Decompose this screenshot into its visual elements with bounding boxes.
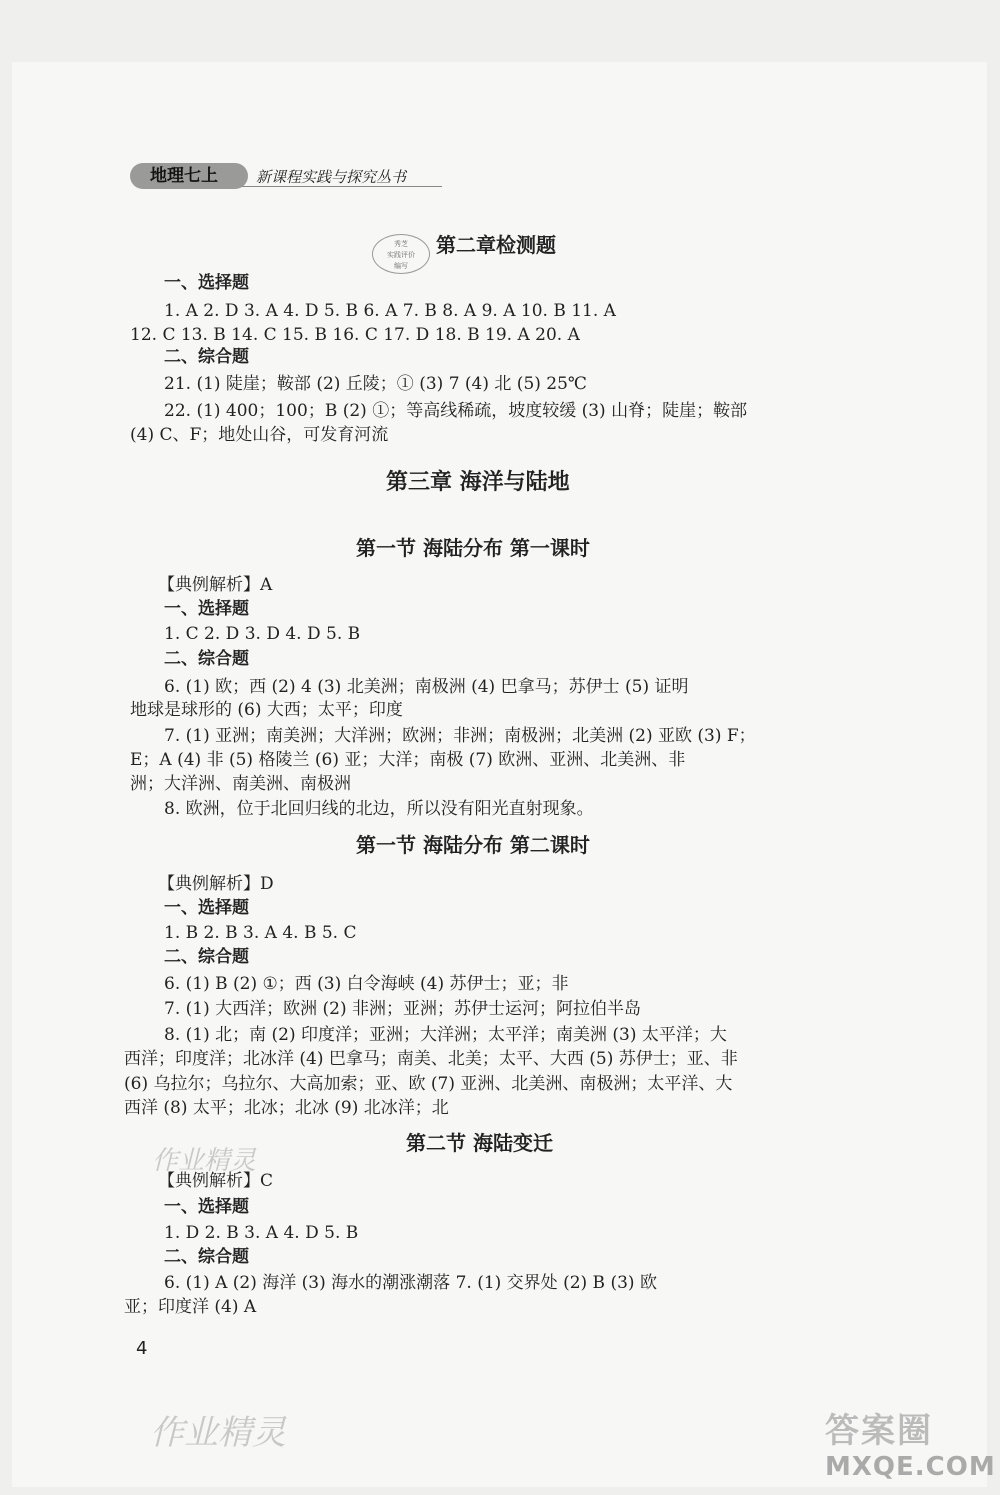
answer-line: 1. A 2. D 3. A 4. D 5. B 6. A 7. B 8. A 9. A 10. B 11. A — [164, 301, 616, 321]
section-heading: 二、综合题 — [164, 947, 249, 967]
section-title: 第二节 海陆变迁 — [406, 1131, 553, 1155]
section-heading: 一、选择题 — [164, 1197, 249, 1217]
section-title: 第一节 海陆分布 第一课时 — [356, 536, 590, 560]
section-heading: 一、选择题 — [164, 898, 249, 918]
answer-line: 7. (1) 亚洲；南美洲；大洋洲；欧洲；非洲；南极洲；北美洲 (2) 亚欧 (3) F； — [164, 726, 756, 746]
answer-line: 8. 欧洲，位于北回归线的北边，所以没有阳光直射现象。 — [164, 799, 594, 819]
answer-line: 6. (1) 欧；西 (2) 4 (3) 北美洲；南极洲 (4) 巴拿马；苏伊士 (5) 证明 — [164, 677, 689, 697]
answer-line: 7. (1) 大西洋；欧洲 (2) 非洲；亚洲；苏伊士运河；阿拉伯半岛 — [164, 999, 641, 1019]
answer-line: 洲；大洋洲、南美洲、南极洲 — [130, 774, 351, 794]
answer-line: 西洋 (8) 太平；北冰；北冰 (9) 北冰洋；北 — [124, 1098, 449, 1118]
ch2-test-title: 第二章检测题 — [436, 233, 556, 257]
example-answer: 【典例解析】C — [158, 1171, 274, 1191]
answer-line: 1. C 2. D 3. D 4. D 5. B — [164, 624, 361, 644]
section-title: 第一节 海陆分布 第二课时 — [356, 833, 590, 857]
section-heading: 二、综合题 — [164, 649, 249, 669]
example-answer: 【典例解析】A — [158, 575, 273, 595]
answer-line: (4) C、F；地处山谷，可发育河流 — [130, 425, 389, 445]
answer-line: 1. B 2. B 3. A 4. B 5. C — [164, 923, 357, 943]
page-number: 4 — [136, 1338, 148, 1359]
watermark-text: 作业精灵 — [152, 1146, 257, 1176]
section-heading: 二、综合题 — [164, 1247, 249, 1267]
answer-line: 西洋；印度洋；北冰洋 (4) 巴拿马；南美、北美；太平、大西 (5) 苏伊士；亚、非 — [124, 1049, 738, 1069]
watermark-url: MXQE.COM — [825, 1452, 996, 1482]
answer-line: 22. (1) 400；100；B (2) ①；等高线稀疏，坡度较缓 (3) 山脊；陡崖；鞍部 — [164, 401, 748, 421]
watermark-text: 作业精灵 — [150, 1413, 286, 1453]
answer-line: E；A (4) 非 (5) 格陵兰 (6) 亚；大洋；南极 (7) 欧洲、亚洲、北美洲、非 — [130, 750, 686, 770]
chapter-title: 第三章 海洋与陆地 — [386, 470, 570, 495]
watermark-logo: 答案圈 — [825, 1411, 933, 1451]
answer-line: 6. (1) B (2) ①；西 (3) 白令海峡 (4) 苏伊士；亚；非 — [164, 974, 569, 994]
example-answer: 【典例解析】D — [158, 874, 274, 894]
subject-badge: 地理七上 — [130, 163, 248, 189]
answer-line: 12. C 13. B 14. C 15. B 16. C 17. D 18. B 19. A 20. A — [130, 325, 580, 345]
answer-line: 地球是球形的 (6) 大西；太平；印度 — [130, 700, 403, 720]
section-heading: 一、选择题 — [164, 599, 249, 619]
section-heading: 二、综合题 — [164, 347, 249, 367]
answer-line: (6) 乌拉尔；乌拉尔、大高加索；亚、欧 (7) 亚洲、北美洲、南极洲；太平洋、大 — [124, 1074, 733, 1094]
answer-line: 亚；印度洋 (4) A — [124, 1297, 257, 1317]
section-heading: 一、选择题 — [164, 273, 249, 293]
answer-line: 1. D 2. B 3. A 4. D 5. B — [164, 1223, 359, 1243]
answer-line: 21. (1) 陡崖；鞍部 (2) 丘陵；① (3) 7 (4) 北 (5) 25℃ — [164, 374, 587, 394]
answer-line: 8. (1) 北；南 (2) 印度洋；亚洲；大洋洲；太平洋；南美洲 (3) 太平洋；大 — [164, 1025, 727, 1045]
series-title: 新课程实践与探究丛书 — [256, 168, 407, 186]
answer-line: 6. (1) A (2) 海洋 (3) 海水的潮涨潮落 7. (1) 交界处 (2) B (3) 欧 — [164, 1273, 657, 1293]
stamp-seal: 秀芝 实践评价 编写 — [372, 234, 430, 274]
